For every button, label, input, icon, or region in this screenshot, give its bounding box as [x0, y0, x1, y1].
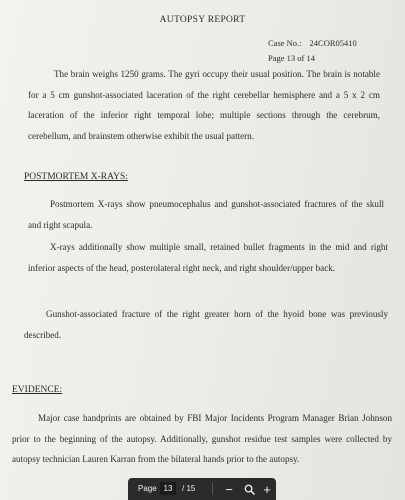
- evidence-paragraph: Major case handprints are obtained by FBI Major Incidents Program Manager Brian Johnson prior to the beginning of the autopsy. Additionally, gunshot residue test samples were collected by autopsy technician Lauren Karran from the bilateral hands prior to the autopsy.: [12, 413, 392, 464]
- page-number-input[interactable]: [160, 482, 176, 495]
- xray-paragraph-1: Postmortem X-rays show pneumocephalus and gunshot-associated fractures of the skull and right scapula.: [28, 199, 384, 230]
- plus-icon: +: [263, 481, 271, 497]
- zoom-button[interactable]: [240, 480, 258, 498]
- xrays-heading: POSTMORTEM X-RAYS:: [24, 172, 128, 182]
- case-number: 24COR05410: [309, 38, 357, 48]
- toolbar-divider: [212, 483, 213, 495]
- minus-icon: −: [225, 481, 233, 497]
- hyoid-paragraph: Gunshot-associated fracture of the right greater horn of the hyoid bone was previously described.: [24, 309, 388, 340]
- evidence-heading: EVIDENCE:: [12, 385, 63, 395]
- total-pages: / 15: [182, 484, 196, 493]
- toolbar-page-label: Page: [138, 484, 157, 493]
- page-number: Page 13 of 14: [268, 53, 315, 63]
- brain-paragraph: The brain weighs 1250 grams. The gyri occupy their usual position. The brain is notable for a 5 cm gunshot-associated laceration of the right cerebellar hemisphere and a 5 x 2 cm laceration of the inferior right temporal lobe; multiple sections through the cerebrum, cerebellum, and brainstem otherwise exhibit the usual pattern.: [28, 69, 380, 141]
- zoom-icon: [244, 484, 255, 495]
- zoom-out-button[interactable]: [220, 480, 238, 498]
- xray-paragraph-2: X-rays additionally show multiple small, retained bullet fragments in the mid and right inferior aspects of the head, posterolateral right neck, and right shoulder/upper back.: [28, 242, 388, 273]
- case-number-line: [268, 38, 357, 48]
- pdf-viewer-toolbar: [128, 478, 276, 500]
- report-title: AUTOPSY REPORT: [159, 15, 246, 25]
- zoom-in-button[interactable]: [258, 480, 276, 498]
- case-label: Case No.:: [268, 38, 302, 48]
